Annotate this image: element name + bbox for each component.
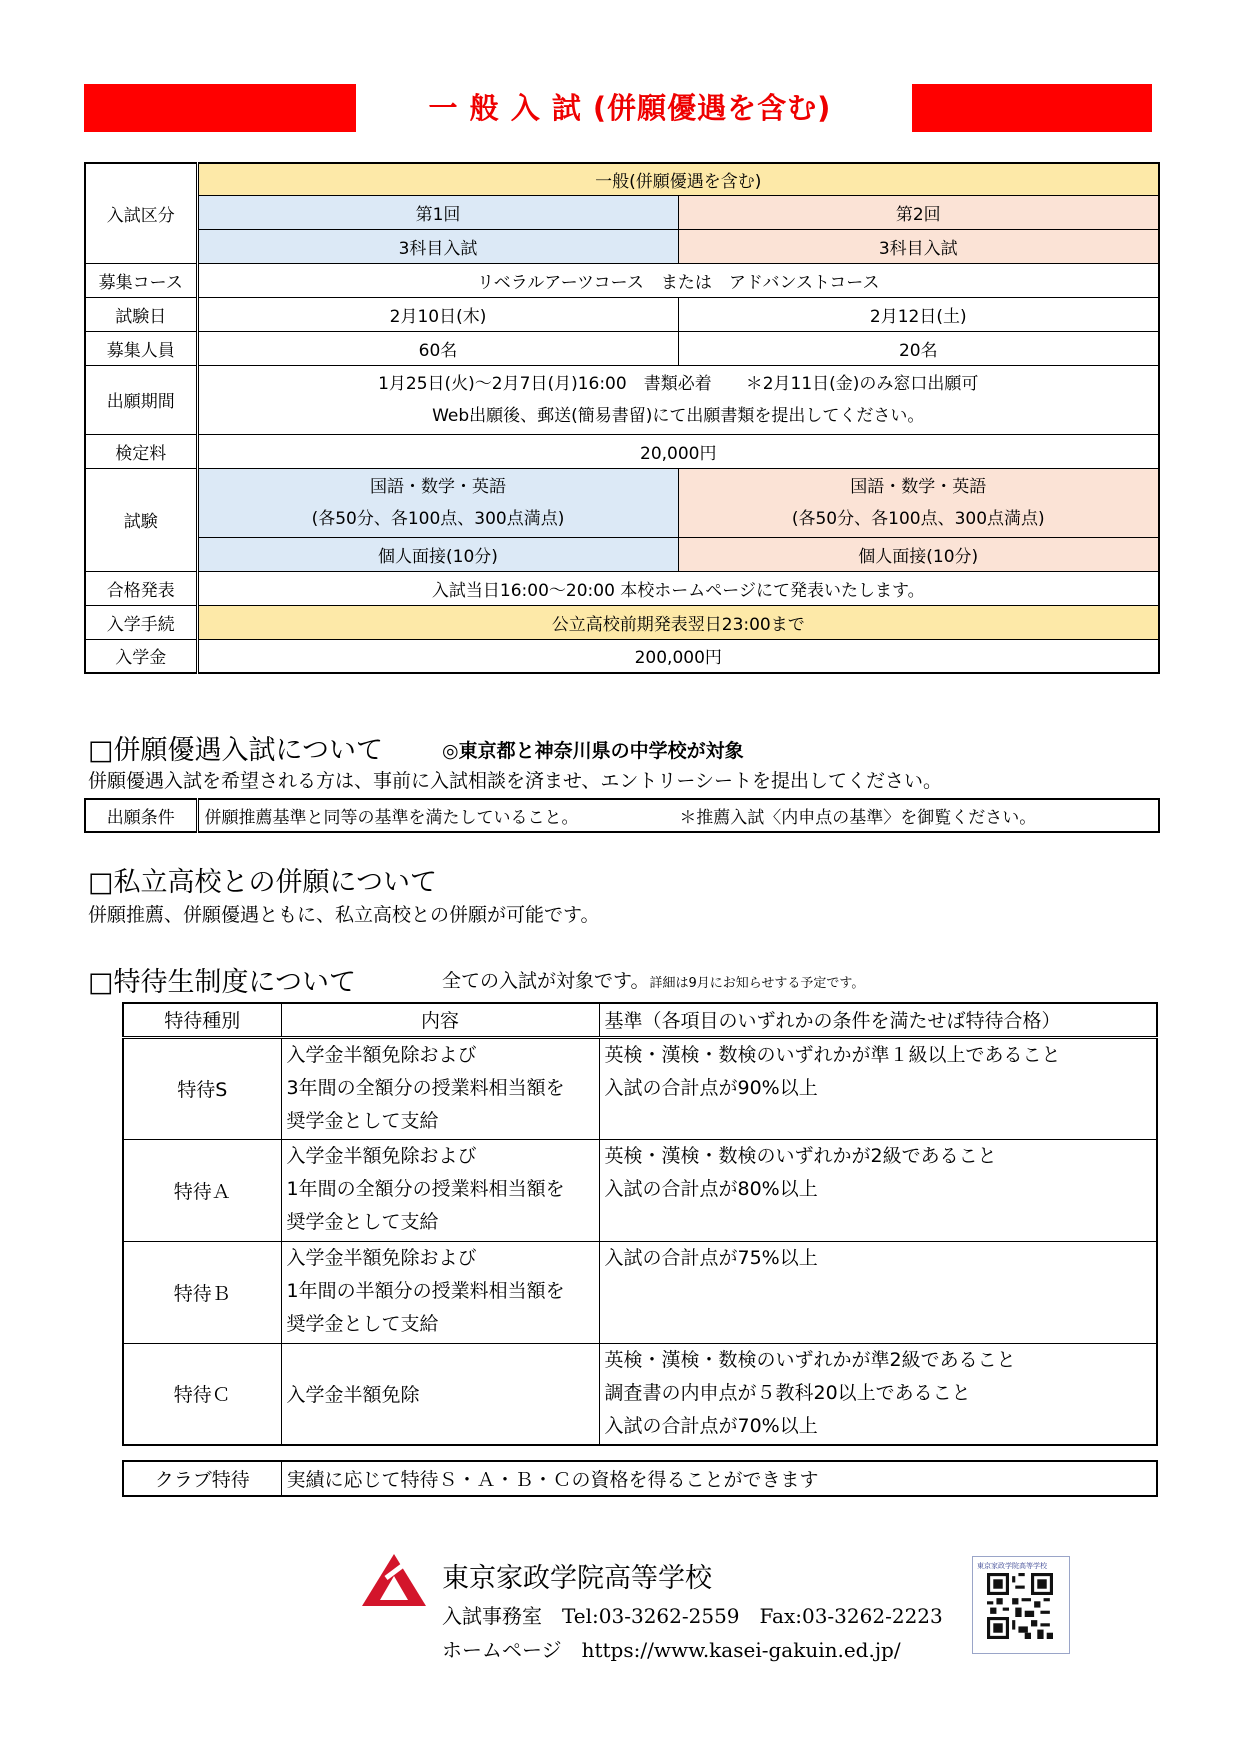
subjects1-names: 国語・数学・英語: [370, 476, 506, 497]
criteria-line: 英検・漢検・数検のいずれかが2級であること: [604, 1144, 997, 1167]
subjects1-detail: (各50分、各100点、300点満点): [311, 508, 565, 529]
interview1: 個人面接(10分): [197, 537, 678, 571]
tokutai-content: [281, 1139, 599, 1241]
qr-code-icon: [987, 1573, 1053, 1639]
label-period: 出願期間: [85, 365, 197, 434]
label-date: 試験日: [85, 297, 197, 331]
course: リベラルアーツコース または アドバンストコース: [197, 263, 1159, 297]
content-line: 入学金半額免除および: [286, 1246, 477, 1269]
criteria-line: 入試の合計点が80%以上: [604, 1177, 818, 1200]
period-line2: Web出願後、郵送(簡易書留)にて出願書類を提出してください。: [432, 405, 925, 426]
condition-table: [84, 798, 1160, 833]
subjects2: [678, 468, 1159, 537]
criteria-line: 英検・漢検・数検のいずれかが準１級以上であること: [604, 1043, 1061, 1066]
tokutai-heading: □特待生制度について: [88, 967, 356, 998]
tokutai-content: [281, 1241, 599, 1343]
procedure: 公立高校前期発表翌日23:00まで: [197, 605, 1159, 639]
heigan-text: 併願優遇入試を希望される方は、事前に入試相談を済ませ、エントリーシートを提出してください。: [88, 770, 943, 792]
criteria-line: 入試の合計点が75%以上: [604, 1246, 818, 1269]
subjects2-detail: (各50分、各100点、300点満点): [791, 508, 1045, 529]
label-result: 合格発表: [85, 571, 197, 605]
content-line: 1年間の半額分の授業料相当額を: [286, 1279, 565, 1302]
table-row: [123, 1241, 1157, 1343]
school-logo-icon: [356, 1548, 432, 1612]
content-line: 奨学金として支給: [286, 1210, 439, 1233]
criteria-line: 入試の合計点が70%以上: [604, 1414, 818, 1437]
homepage-link[interactable]: ホームページ https://www.kasei-gakuin.ed.jp/: [442, 1638, 901, 1662]
tokutai-criteria: [599, 1037, 1157, 1139]
table-row: [123, 1343, 1157, 1445]
tokutai-note: [442, 966, 864, 993]
tokutai-type: 特待Ｃ: [123, 1343, 281, 1445]
tokutai-note-main: 全ての入試が対象です。: [442, 970, 650, 992]
label-procedure: 入学手続: [85, 605, 197, 639]
school-name: 東京家政学院高等学校: [442, 1563, 712, 1594]
tokutai-note-small: 詳細は9月にお知らせする予定です。: [649, 976, 865, 991]
label-course: 募集コース: [85, 263, 197, 297]
table-row: [123, 1139, 1157, 1241]
period-line1: 1月25日(火)～2月7日(月)16:00 書類必着 ＊2月11日(金)のみ窓口出願可: [378, 373, 979, 394]
content-line: 3年間の全額分の授業料相当額を: [286, 1076, 565, 1099]
cond-note: ＊推薦入試〈内申点の基準〉を御覧ください。: [679, 808, 1037, 828]
exam-type1: 3科目入試: [197, 229, 678, 263]
label-fee: 検定料: [85, 434, 197, 468]
table-row: [123, 1037, 1157, 1139]
subjects2-names: 国語・数学・英語: [850, 476, 987, 497]
club-text: 実績に応じて特待Ｓ・Ａ・Ｂ・Ｃの資格を得ることができます: [281, 1461, 1157, 1496]
entrance-fee: 200,000円: [197, 639, 1159, 673]
interview2: 個人面接(10分): [678, 537, 1159, 571]
content-line: 入学金半額免除および: [286, 1043, 477, 1066]
date2: 2月12日(土): [678, 297, 1159, 331]
label-category: 入試区分: [85, 163, 197, 263]
tokutai-type: 特待Ｂ: [123, 1241, 281, 1343]
fee: 20,000円: [197, 434, 1159, 468]
exam-type2: 3科目入試: [678, 229, 1159, 263]
heigan-heading: □併願優遇入試について: [88, 735, 383, 766]
criteria-line: 入試の合計点が90%以上: [604, 1076, 818, 1099]
private-heading: □私立高校との併願について: [88, 867, 437, 898]
tokutai-criteria: [599, 1343, 1157, 1445]
subjects1: [197, 468, 678, 537]
criteria-line: 英検・漢検・数検のいずれかが準2級であること: [604, 1348, 1016, 1371]
tokutai-header-content: 内容: [281, 1003, 599, 1037]
round2: 第2回: [678, 195, 1159, 229]
club-table: [122, 1460, 1158, 1497]
cond-text: 併願推薦基準と同等の基準を満たしていること。: [204, 808, 579, 828]
period: [197, 365, 1159, 434]
qr-code-frame: [972, 1556, 1070, 1654]
label-entrance-fee: 入学金: [85, 639, 197, 673]
tokutai-criteria: [599, 1241, 1157, 1343]
content-line: 奨学金として支給: [286, 1109, 439, 1132]
category-header: 一般(併願優遇を含む): [197, 163, 1159, 195]
tokutai-content: [281, 1343, 599, 1445]
tokutai-header-type: 特待種別: [123, 1003, 281, 1037]
capacity1: 60名: [197, 331, 678, 365]
qr-caption: 東京家政学院高等学校: [977, 1562, 1047, 1570]
page-title: 一 般 入 試 (併願優遇を含む): [428, 91, 832, 125]
tokutai-type: 特待Ａ: [123, 1139, 281, 1241]
label-capacity: 募集人員: [85, 331, 197, 365]
title-bar-left: [84, 84, 356, 132]
contact-info: 入試事務室 Tel:03-3262-2559 Fax:03-3262-2223: [442, 1604, 943, 1628]
heigan-target-note: ◎東京都と神奈川県の中学校が対象: [442, 740, 744, 762]
content-line: 奨学金として支給: [286, 1312, 439, 1335]
round1: 第1回: [197, 195, 678, 229]
tokutai-header-criteria: 基準（各項目のいずれかの条件を満たせば特待合格）: [599, 1003, 1157, 1037]
tokutai-criteria: [599, 1139, 1157, 1241]
admission-table: [84, 162, 1160, 674]
cond-label: 出願条件: [85, 799, 197, 832]
title-bar-right: [912, 84, 1152, 132]
criteria-line: 調査書の内申点が５教科20以上であること: [604, 1381, 971, 1404]
label-exam: 試験: [85, 468, 197, 571]
private-text: 併願推薦、併願優遇ともに、私立高校との併願が可能です。: [88, 904, 600, 926]
capacity2: 20名: [678, 331, 1159, 365]
content-line: 入学金半額免除: [286, 1384, 420, 1407]
content-line: 1年間の全額分の授業料相当額を: [286, 1177, 565, 1200]
cond-cell: [197, 799, 1159, 832]
content-line: 入学金半額免除および: [286, 1144, 477, 1167]
club-label: クラブ特待: [123, 1461, 281, 1496]
tokutai-table: [122, 1002, 1158, 1446]
tokutai-type: 特待S: [123, 1037, 281, 1139]
result: 入試当日16:00～20:00 本校ホームページにて発表いたします。: [197, 571, 1159, 605]
tokutai-content: [281, 1037, 599, 1139]
date1: 2月10日(木): [197, 297, 678, 331]
